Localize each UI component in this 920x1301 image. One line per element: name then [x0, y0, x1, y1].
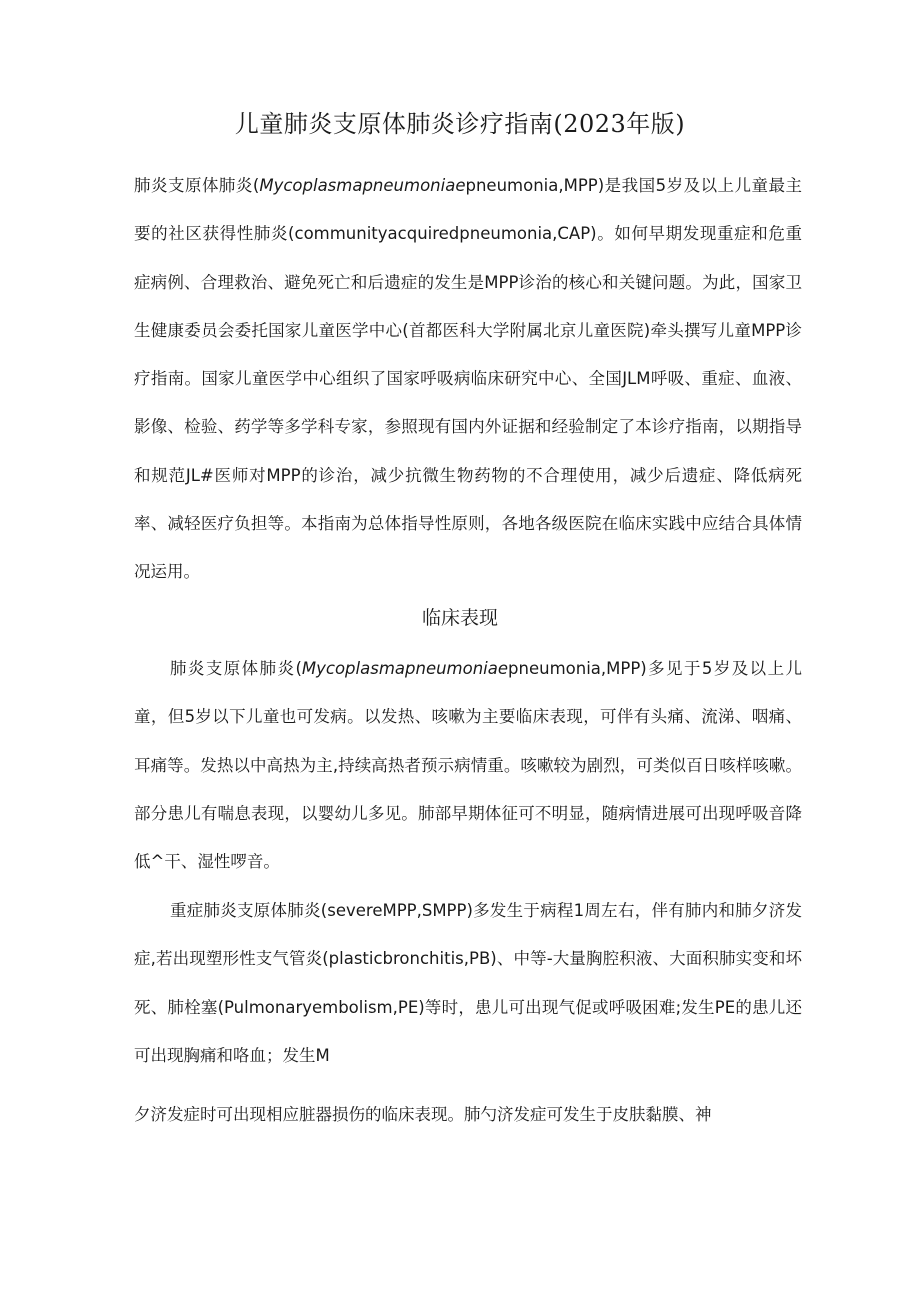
- clinical-paragraph-2: 重症肺炎支原体肺炎(severeMPP,SMPP)多发生于病程1周左右，伴有肺内和肺夕济发症,若出现塑形性支气管炎(plasticbronchitis,PB)、中等-大量胸腔积液、大面积肺实变和坏死、肺栓塞(Pulmonaryembolism,PE)等时，患儿可出现气促或呼吸困难;发生PE的患儿还可出现胸痛和咯血；发生M: [134, 901, 802, 1065]
- intro-text-rest: pneumonia,MPP)是我国5岁及以上儿童最主要的社区获得性肺炎(communityacquiredpneumonia,CAP)。如何早期发现重症和危重症病例、合理救治、避免死亡和后遗症的发生是MPP诊治的核心和关键问题。为此，国家卫生健康委员会委托国家儿童医学中心(首都医科大学附属北京儿童医院)牵头撰写儿童MPP诊疗指南。国家儿童医学中心组织了国家呼吸病临床研究中心、全国JLM呼吸、重症、血液、影像、检验、药学等多学科专家，参照现有国内外证据和经验制定了本诊疗指南，以期指导和规范JL#医师对MPP的诊治，减少抗微生物药物的不合理使用，减少后遗症、降低病死率、减轻医疗负担等。本指南为总体指导性原则，各地各级医院在临床实践中应结合具体情况运用。: [134, 176, 802, 582]
- intro-latin-term: Mycoplasmapneumoniae: [259, 176, 466, 195]
- clinical-paragraph-3: 夕济发症时可出现相应脏器损伤的临床表现。肺勺济发症可发生于皮肤黏膜、神: [134, 1105, 712, 1124]
- clinical-p1-text-start: 肺炎支原体肺炎(: [170, 659, 302, 678]
- document-title: 儿童肺炎支原体肺炎诊疗指南(2023年版): [234, 110, 686, 138]
- clinical-paragraph-1: [134, 645, 802, 886]
- section-heading-clinical: 临床表现: [421, 607, 498, 629]
- intro-text-start: 肺炎支原体肺炎(: [134, 176, 260, 195]
- intro-paragraph: [134, 162, 802, 597]
- clinical-p1-text-rest: pneumonia,MPP)多见于5岁及以上儿童，但5岁以下儿童也可发病。以发热、咳嗽为主要临床表现，可伴有头痛、流涕、咽痛、耳痛等。发热以中高热为主,持续高热者预示病情重。咳嗽较为剧烈，可类似百日咳样咳嗽。部分患儿有喘息表现，以婴幼儿多见。肺部早期体征可不明显，随病情进展可出现呼吸音降低^干、湿性啰音。: [134, 659, 802, 872]
- clinical-p1-latin-term: Mycoplasmapneumoniae: [301, 659, 509, 678]
